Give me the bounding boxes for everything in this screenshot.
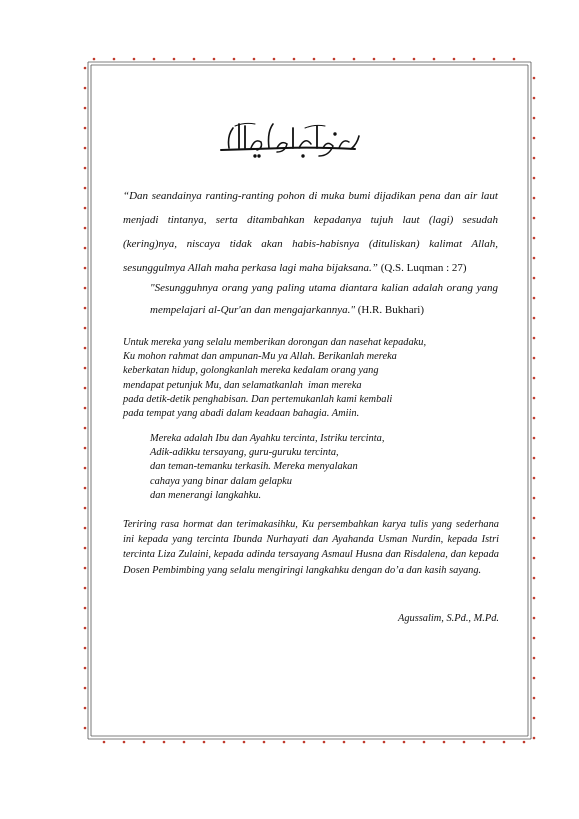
hadith-quote-text: "Sesungguhnya orang yang paling utama diantara kalian adalah orang yang mempelajari al-Qur'an dan mengajarkannya." (150, 282, 498, 316)
bismillah-calligraphy-icon (215, 118, 365, 162)
quran-quote (123, 184, 498, 280)
quran-quote-source: (Q.S. Luqman : 27) (377, 262, 467, 274)
author-signature: Agussalim, S.Pd., M.Pd. (397, 613, 499, 624)
dedication-paragraph-3: Teriring rasa hormat dan terimakasihku, Ku persembahkan karya tulis yang sederhana ini kepada yang tercinta Ibunda Nurhayati dan Ayahanda Usman Nurdin, kepada Istri tercinta Liza Zulaini, kepada adinda tersayang Asmaul Husna dan Risdalena, dan kepada Dosen Pembimbing yang selalu mengiringi langkahku dengan do’a dan kasih sayang. (123, 519, 499, 576)
hadith-quote (150, 277, 498, 321)
hadith-quote-source: (H.R. Bukhari) (354, 304, 424, 316)
dedication-paragraph-2: Mereka adalah Ibu dan Ayahku tercinta, Istriku tercinta, Adik-adikku tersayang, guru-guruku tercinta, dan teman-temanku terkasih. Mereka menyalakan cahaya yang binar dalam gelapku dan menerangi langkahku. (150, 433, 385, 501)
dedication-paragraph-1: Untuk mereka yang selalu memberikan dorongan dan nasehat kepadaku, Ku mohon rahmat dan ampunan-Mu ya Allah. Berikanlah mereka keberkatan hidup, golongkanlah mereka kedalam orang yang mendapat petunjuk Mu, dan selamatkanlah iman mereka pada detik-detik penghabisan. Dan pertemukanlah kami kembali pada tempat yang abadi dalam keadaan bahagia. Amiin. (123, 337, 427, 420)
quran-quote-text: “Dan seandainya ranting-ranting pohon di muka bumi dijadikan pena dan air laut menjadi tintanya, serta ditambahkan kepadanya tujuh laut (lagi) sesudah (kering)nya, niscaya tidak akan habis-habisnya (dituliskan) kalimat Allah, sesunggulmya Allah maha perkasa lagi maha bijaksana.” (123, 190, 498, 274)
